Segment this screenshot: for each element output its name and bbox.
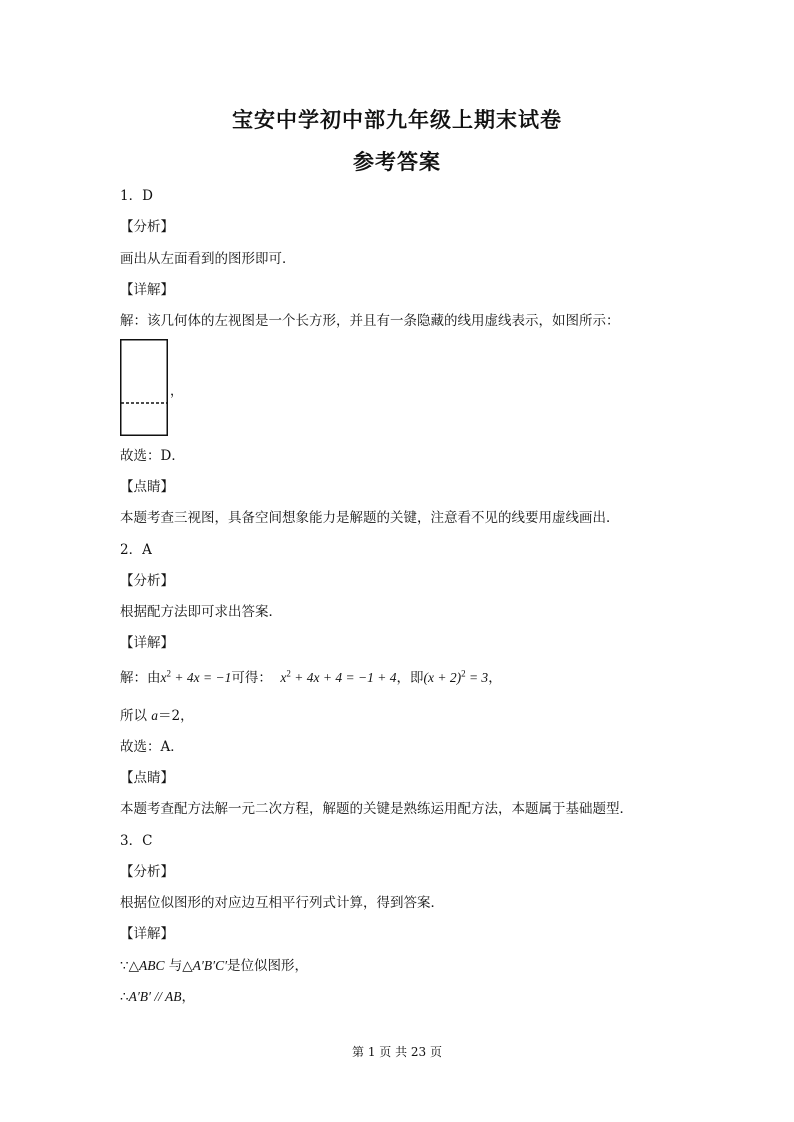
q2-sep: ，即 (396, 670, 424, 686)
segment-ab: AB (165, 989, 182, 1004)
q3-detail-tag: 【详解】 (120, 926, 174, 942)
q2-comment-text: 本题考查配方法解一元二次方程，解题的关键是熟练运用配方法，本题属于基础题型． (120, 801, 633, 817)
q2-eq3: (x + 2) (423, 670, 462, 685)
q1-choice: 故选：D． (120, 448, 185, 464)
q2-analysis-text: 根据配方法即可求出答案． (120, 604, 282, 620)
q1-answer: 1．D (120, 188, 153, 204)
q2-comment-tag: 【点睛】 (120, 770, 174, 786)
q3-similar-text: 是位似图形， (227, 958, 309, 974)
q2-so-line (120, 707, 194, 725)
q2-eq2-rest: + 4x + 4 = −1 + 4 (290, 670, 397, 685)
q3-line-1 (120, 957, 308, 975)
q1-detail-text: 解：该几何体的左视图是一个长方形，并且有一条隐藏的线用虚线表示，如图所示： (120, 313, 620, 329)
q2-end: ， (488, 670, 502, 686)
q3-analysis-tag: 【分析】 (120, 864, 174, 880)
figure-comma: ， (170, 384, 184, 399)
page-footer: 第 1 页 共 23 页 (352, 1045, 442, 1059)
left-view-rectangle (121, 340, 168, 436)
q2-solution-line: 解：由$x^2 + 4x = -1$可得： $x^2 + 4x + 4 = -1 + 4$，即$(x + 2)^2 = 3$， (120, 668, 502, 686)
q2-so-var: a (151, 708, 159, 723)
q3-answer: 3．C (120, 833, 153, 849)
q1-analysis-text: 画出从左面看到的图形即可． (120, 251, 296, 267)
parallel-symbol: // (151, 989, 166, 1004)
q2-eq1-rest: + 4x = −1 (171, 670, 232, 685)
q2-eq1: x (160, 670, 167, 685)
q2-so-prefix: 所以 (120, 708, 152, 724)
q3-line-2 (120, 988, 195, 1006)
page-subtitle: 参考答案 (353, 149, 441, 174)
q2-mid-text: 可得： (231, 670, 272, 686)
q2-analysis-tag: 【分析】 (120, 573, 174, 589)
q2-so-rest: ＝2， (158, 708, 194, 724)
q3-comma: ， (181, 989, 196, 1005)
q2-eq3-rest: = 3 (465, 670, 489, 685)
therefore-symbol: ∴ (120, 989, 129, 1005)
q2-detail-tag: 【详解】 (120, 635, 174, 651)
q2-choice: 故选：A． (120, 739, 184, 755)
left-view-figure (120, 339, 168, 436)
q3-and-text: 与△ (164, 958, 193, 974)
q2-eq2: x (280, 670, 287, 685)
triangle-abc-prime: A′B′C′ (192, 958, 228, 973)
triangle-abc: ABC (138, 958, 165, 973)
q1-comment-tag: 【点睛】 (120, 479, 174, 495)
because-symbol: ∵△ (120, 958, 139, 974)
q1-detail-tag: 【详解】 (120, 282, 174, 298)
segment-ab-prime: A′B′ (128, 989, 151, 1004)
q2-answer: 2．A (120, 542, 152, 558)
q1-comment-text: 本题考查三视图，具备空间想象能力是解题的关键，注意看不见的线要用虚线画出． (120, 510, 620, 526)
q3-analysis-text: 根据位似图形的对应边互相平行列式计算，得到答案． (120, 895, 444, 911)
q2-solve-prefix: 解：由 (120, 670, 161, 686)
q1-analysis-tag: 【分析】 (120, 219, 174, 235)
page-title: 宝安中学初中部九年级上期末试卷 (232, 107, 562, 132)
